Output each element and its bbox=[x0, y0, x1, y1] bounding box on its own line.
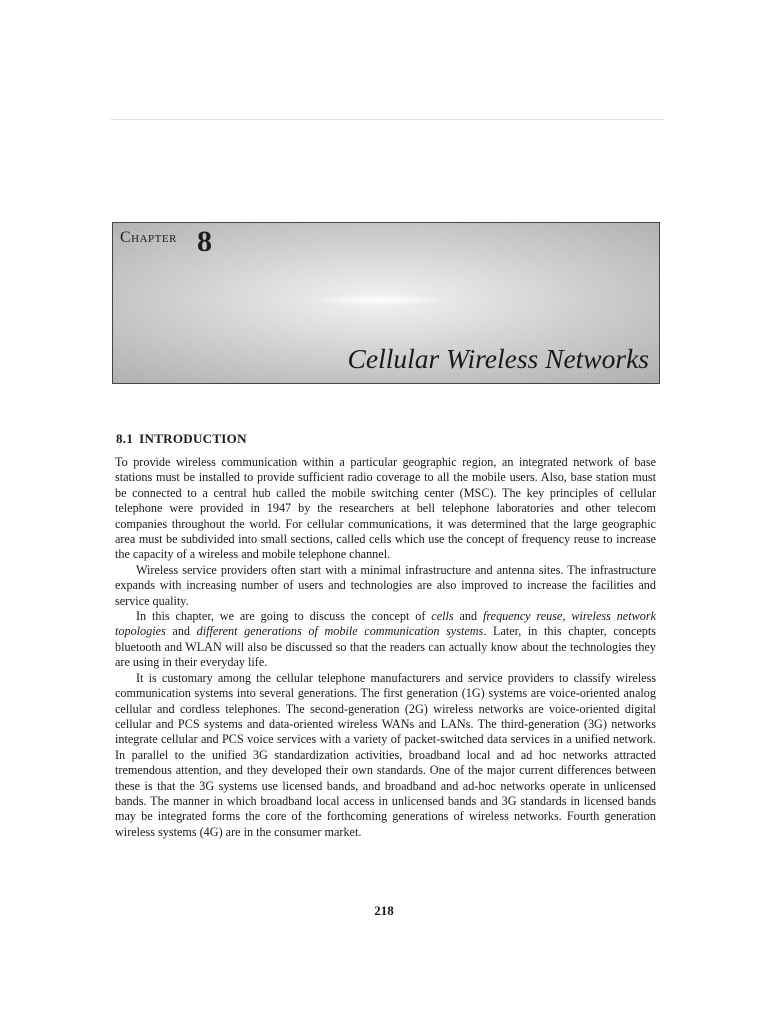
paragraph-1: To provide wireless communication within a particular geographic region, an integrated network of base stations must be installed to provide sufficient radio coverage to all the mobile users. Also, base station must be connected to a central hub called the mobile switching center (MSC). The key principles of cellular telephone were provided in 1947 by the researchers at bell telephone laboratories and other telecom companies throughout the world. For cellular communications, it was determined that the large geographic area must be subdivided into small sections, called cells which use the concept of frequency reuse to increase the capacity of a wireless and mobile telephone channel. bbox=[115, 455, 656, 562]
page-number: 218 bbox=[374, 903, 394, 918]
chapter-banner bbox=[112, 222, 660, 384]
section-title: INTRODUCTION bbox=[139, 431, 247, 446]
paragraph-3-text-1: In this chapter, we are going to discuss the concept of bbox=[136, 609, 432, 624]
paragraph-3-text-3: and bbox=[165, 624, 197, 639]
paragraph-3-text-4: . Later, in this chapter, concepts bluetooth and WLAN will also be discussed so that the readers can actually know about the technologies they are using in their everyday life. bbox=[115, 624, 656, 670]
top-rule bbox=[110, 119, 665, 120]
paragraph-2: Wireless service providers often start with a minimal infrastructure and antenna sites. The infrastructure expands with increasing number of users and technologies are also improved to increase the facilities and service quality. bbox=[115, 562, 656, 608]
chapter-number: 8 bbox=[197, 225, 212, 258]
body-text bbox=[115, 455, 656, 840]
emphasis-generations: different generations of mobile communication systems bbox=[196, 624, 484, 639]
section-number: 8.1 bbox=[116, 431, 134, 446]
chapter-label: Chapter bbox=[120, 229, 177, 246]
emphasis-frequency-reuse: frequency reuse, wireless network topologies bbox=[115, 609, 656, 639]
paragraph-3-text-2: and bbox=[453, 609, 483, 624]
paragraph-4: It is customary among the cellular telephone manufacturers and service providers to classify wireless communication systems into several generations. The first generation (1G) systems are voice-oriented analog cellular and cordless telephones. The second-generation (2G) wireless networks are voice-oriented digital cellular and PCS systems and data-oriented wireless WANs and LANs. The third-generation (3G) networks integrate cellular and PCS voice services with a variety of packet-switched data services in a unified network. In parallel to the unified 3G standardization activities, broadband local and ad hoc networks attracted tremendous attention, and they developed their own standards. One of the major current differences between these is that the 3G systems use licensed bands, and broadband and ad-hoc networks operate in unlicensed bands. The manner in which broadband local access in unlicensed bands and 3G standards in licensed bands may be integrated forms the core of the forthcoming generations of wireless networks. Fourth generation wireless systems (4G) are in the consumer market. bbox=[115, 670, 656, 839]
chapter-title: Cellular Wireless Networks bbox=[347, 343, 649, 374]
paragraph-3 bbox=[115, 609, 656, 671]
emphasis-cells: cells bbox=[431, 609, 454, 624]
section-heading bbox=[116, 431, 253, 447]
